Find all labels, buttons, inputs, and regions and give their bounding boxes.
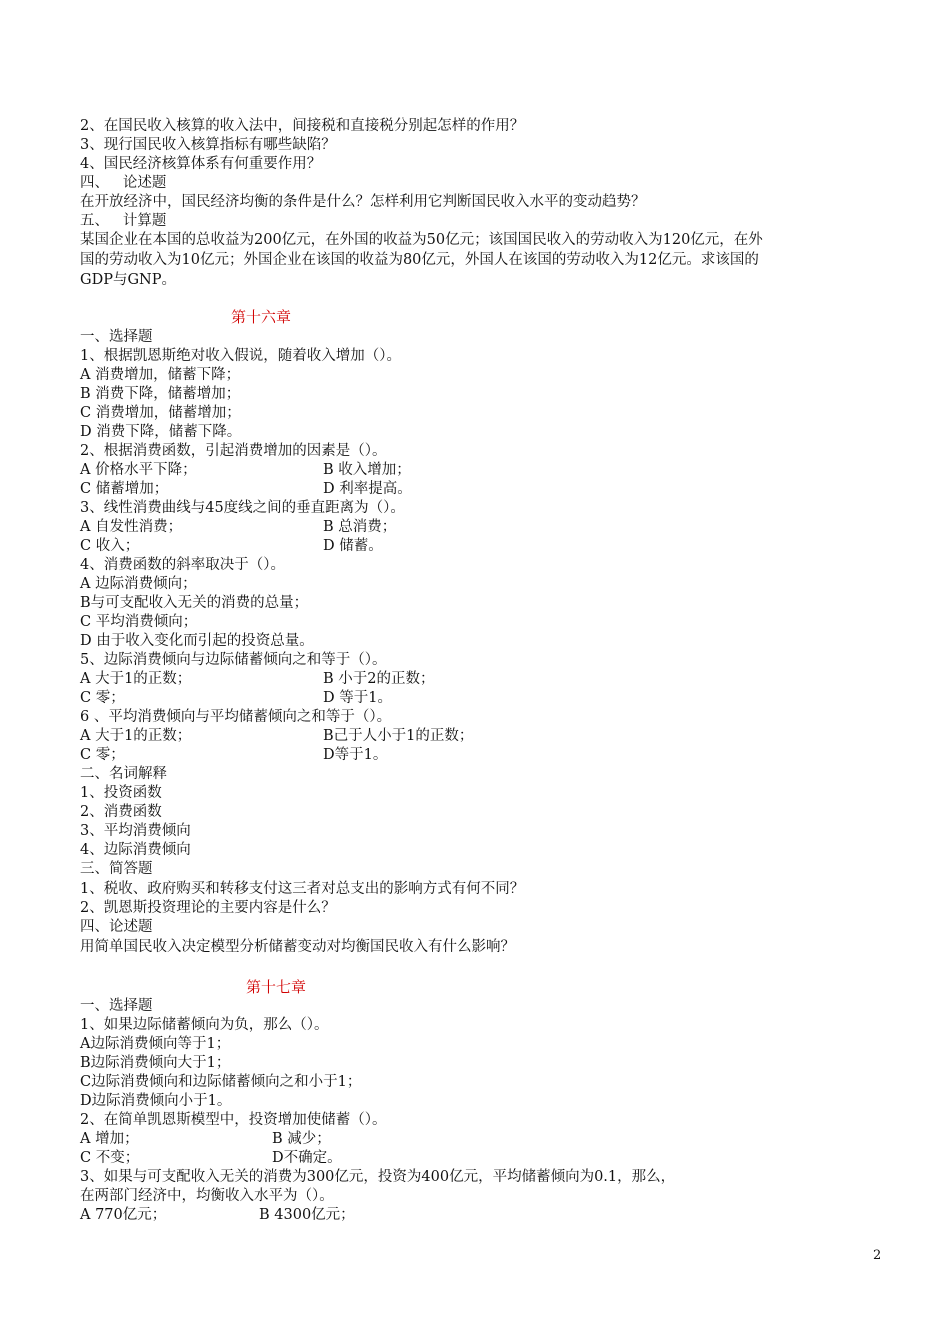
option: B与可支配收入无关的消费的总量； [80,595,309,611]
option: C 平均消费倾向； [80,614,198,630]
calc-question-line: GDP与GNP。 [80,272,176,288]
option: C 储蓄增加； [80,481,169,497]
page-number: 2 [873,1248,882,1263]
section-heading-calc: 五、 计算题 [80,213,167,229]
question: 6 、平均消费倾向与平均储蓄倾向之和等于（）。 [80,709,392,725]
option: A 消费增加，储蓄下降； [80,367,241,383]
option: B己于人小于1的正数； [323,728,474,744]
option: B 减少； [272,1131,331,1147]
option: A 价格水平下降； [80,462,197,478]
question: 1、如果边际储蓄倾向为负，那么（）。 [80,1017,329,1033]
question: 1、根据凯恩斯绝对收入假说，随着收入增加（）。 [80,348,401,364]
question: 5、边际消费倾向与边际储蓄倾向之和等于（）。 [80,652,387,668]
short-question: 3、现行国民收入核算指标有哪些缺陷？ [80,137,336,153]
short-question: 1、税收、政府购买和转移支付这三者对总支出的影响方式有何不同？ [80,881,525,897]
option: D 利率提高。 [323,481,412,497]
option: A 770亿元； [80,1207,167,1223]
short-question: 4、国民经济核算体系有何重要作用？ [80,156,322,172]
option: D不确定。 [272,1150,342,1166]
question: 3、线性消费曲线与45度线之间的垂直距离为（）。 [80,500,405,516]
option: B 4300亿元； [259,1207,355,1223]
question: 4、消费函数的斜率取决于（）。 [80,557,285,573]
option: A 自发性消费； [80,519,183,535]
option: A边际消费倾向等于1； [80,1036,231,1052]
option: B边际消费倾向大于1； [80,1055,231,1071]
section-heading-terms: 二、名词解释 [80,766,167,782]
option: A 增加； [80,1131,139,1147]
option: C边际消费倾向和边际储蓄倾向之和小于1； [80,1074,362,1090]
question: 3、如果与可支配收入无关的消费为300亿元，投资为400亿元，平均储蓄倾向为0.1，那么， [80,1169,676,1185]
chapter-title: 第十七章 [246,978,307,996]
option: D 等于1。 [323,690,392,706]
option: D 储蓄。 [323,538,383,554]
calc-question-line: 某国企业在本国的总收益为200亿元，在外国的收益为50亿元；该国国民收入的劳动收入为120亿元，在外 [80,232,763,248]
question: 在两部门经济中，均衡收入水平为（）。 [80,1188,334,1204]
term: 3、平均消费倾向 [80,823,191,839]
option: A 大于1的正数； [80,728,192,744]
option: C 零； [80,690,125,706]
option: C 收入； [80,538,140,554]
question: 2、在简单凯恩斯模型中，投资增加使储蓄（）。 [80,1112,387,1128]
term: 1、投资函数 [80,785,162,801]
option: C 零； [80,747,125,763]
section-heading-choice: 一、选择题 [80,329,153,345]
question: 2、根据消费函数，引起消费增加的因素是（）。 [80,443,387,459]
option: B 收入增加； [323,462,411,478]
option: B 消费下降，储蓄增加； [80,386,241,402]
chapter-title: 第十六章 [231,308,292,326]
short-question: 2、在国民收入核算的收入法中，间接税和直接税分别起怎样的作用？ [80,118,525,134]
option: A 边际消费倾向； [80,576,197,592]
option: D 消费下降，储蓄下降。 [80,424,242,440]
option: B 总消费； [323,519,397,535]
term: 4、边际消费倾向 [80,842,191,858]
term: 2、消费函数 [80,804,162,820]
option: D等于1。 [323,747,388,763]
option: A 大于1的正数； [80,671,192,687]
option: D 由于收入变化而引起的投资总量。 [80,633,314,649]
essay-question: 用简单国民收入决定模型分析储蓄变动对均衡国民收入有什么影响？ [80,939,515,955]
option: B 小于2的正数； [323,671,435,687]
short-question: 2、凯恩斯投资理论的主要内容是什么？ [80,900,336,916]
section-heading-short: 三、简答题 [80,861,153,877]
essay-question: 在开放经济中，国民经济均衡的条件是什么？怎样利用它判断国民收入水平的变动趋势？ [80,194,646,210]
calc-question-line: 国的劳动收入为10亿元；外国企业在该国的收益为80亿元，外国人在该国的劳动收入为12亿元。求该国的 [80,252,759,268]
option: C 消费增加，储蓄增加； [80,405,241,421]
section-heading-essay: 四、论述题 [80,919,153,935]
option: C 不变； [80,1150,140,1166]
option: D边际消费倾向小于1。 [80,1093,232,1109]
section-heading-choice: 一、选择题 [80,998,153,1014]
section-heading-essay: 四、 论述题 [80,175,167,191]
